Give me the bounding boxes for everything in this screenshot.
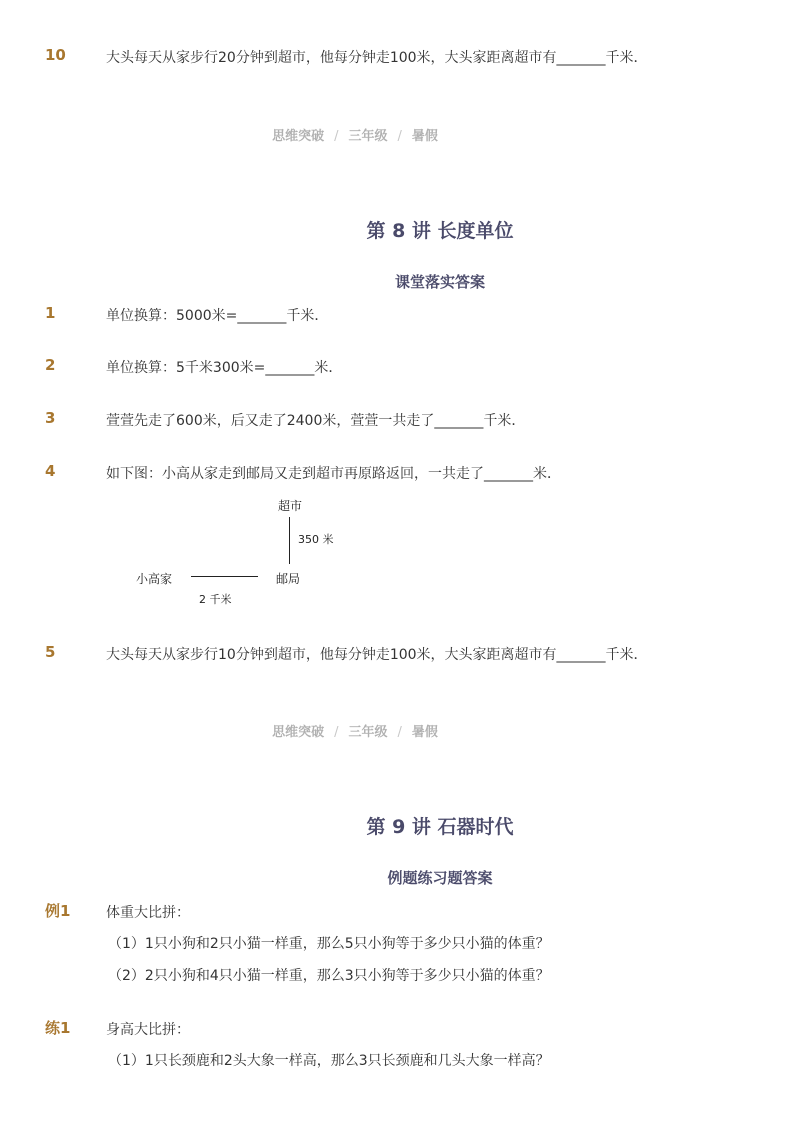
question-text: 如下图：小高从家走到邮局又走到超市再原路返回，一共走了_______米． <box>106 466 561 482</box>
example-number: 例1 <box>45 902 71 920</box>
question-number: 4 <box>45 462 56 480</box>
page-footer <box>0 721 710 740</box>
lesson-title: 第 8 讲 长度单位 <box>366 220 514 242</box>
footer-part: 暑假 <box>411 129 438 144</box>
question-number: 3 <box>45 409 56 427</box>
section-title: 课堂落实答案 <box>394 273 485 291</box>
question-text: 大头每天从家步行10分钟到超市，他每分钟走100米，大头家距离超市有_______千米． <box>106 647 648 663</box>
footer-part: 思维突破 <box>272 129 325 144</box>
footer-separator: / <box>334 129 339 144</box>
label-supermarket: 超市 <box>278 499 303 513</box>
practice-item: （1）1只长颈鹿和2头大象一样高，那么3只长颈鹿和几头大象一样高？ <box>108 1053 550 1069</box>
question-number: 5 <box>45 643 56 661</box>
footer-separator: / <box>397 725 402 740</box>
footer-part: 思维突破 <box>272 725 325 740</box>
question-text: 萱萱先走了600米，后又走了2400米，萱萱一共走了_______千米． <box>106 413 526 429</box>
practice-text: 身高大比拼： <box>106 1022 190 1038</box>
practice-number: 练1 <box>45 1019 71 1037</box>
question-number: 1 <box>45 304 56 322</box>
footer-part: 三年级 <box>348 129 388 144</box>
question-text: 单位换算：5千米300米=_______米． <box>106 360 343 376</box>
example-item: （1）1只小狗和2只小猫一样重，那么5只小狗等于多少只小猫的体重？ <box>108 936 550 952</box>
page-footer <box>0 125 710 144</box>
question-text: 大头每天从家步行20分钟到超市，他每分钟走100米，大头家距离超市有_______千米． <box>106 50 648 66</box>
footer-separator: / <box>397 129 402 144</box>
horizontal-road-line <box>191 576 258 577</box>
question-number: 10 <box>45 46 66 64</box>
question-text: 单位换算：5000米=_______千米． <box>106 308 329 324</box>
question-number: 2 <box>45 356 56 374</box>
footer-separator: / <box>334 725 339 740</box>
example-text: 体重大比拼： <box>106 905 190 921</box>
vertical-road-line <box>289 517 290 564</box>
label-home: 小高家 <box>136 572 173 586</box>
section-title: 例题练习题答案 <box>387 869 493 887</box>
example-item: （2）2只小狗和4只小猫一样重，那么3只小狗等于多少只小猫的体重？ <box>108 968 550 984</box>
footer-part: 暑假 <box>411 725 438 740</box>
footer-part: 三年级 <box>348 725 388 740</box>
label-horizontal-distance: 2 千米 <box>199 593 232 606</box>
lesson-title: 第 9 讲 石器时代 <box>366 816 514 838</box>
label-post-office: 邮局 <box>276 572 301 586</box>
label-vertical-distance: 350 米 <box>298 533 334 546</box>
